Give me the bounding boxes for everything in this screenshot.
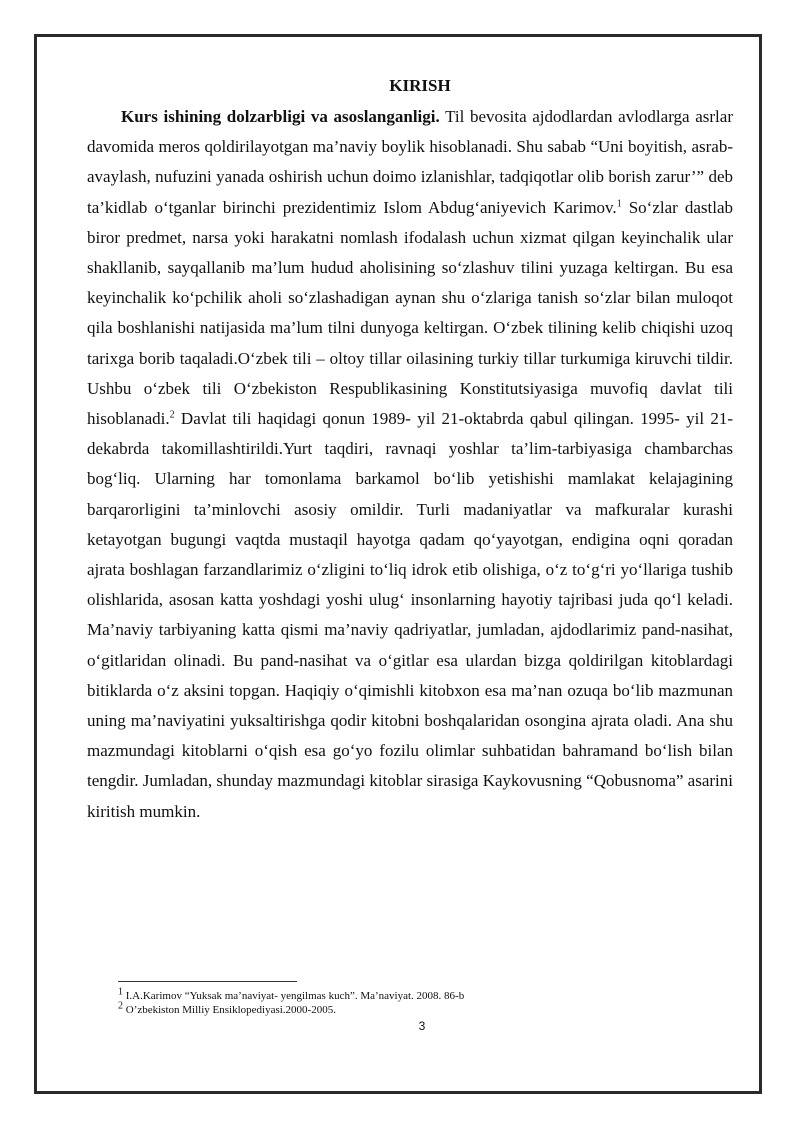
footnote-text-2: O’zbekiston Milliy Ensiklopediyasi.2000-2005. [123, 1004, 336, 1016]
footnote-text-1: I.A.Karimov “Yuksak ma’naviyat- yengilmas kuch”. Ma’naviyat. 2008. 86-b [123, 990, 465, 1002]
footnote-2 [118, 1000, 718, 1017]
footnote-mark-2: 2 [118, 1000, 123, 1012]
footnote-1 [118, 986, 718, 1003]
page-number: 3 [418, 1019, 426, 1033]
section-heading: KIRISH [389, 76, 451, 95]
body-text-1: Til bevosita ajdodlardan avlodlarga asrlar davomida meros qoldirilayotgan ma’naviy boylik hisoblanadi. Shu sabab “Uni boyitish, asrab-avaylash, nufuzini yanada oshirish uchun doimo izlanishlar, tadqiqotlar olib borish zarur’” deb ta’kidlab o‘tganlar birinchi prezidentimiz Islom Abdug‘aniyevich Karimov. [87, 107, 733, 217]
footnote-ref-1[interactable]: 1 [616, 197, 622, 209]
body-text-2: So‘zlar dastlab biror predmet, narsa yoki harakatni nomlash ifodalash uchun xizmat qilgan keyinchalik ular shakllanib, sayqallanib ma’lum hudud aholisining so‘zlashuv tilini yuzaga keltirgan. Bu esa keyinchalik ko‘pchilik aholi so‘zlashadigan aynan shu o‘zlariga tanish so‘zlar bilan muloqot qila boshlanishi natijasida ma’lum tilni dunyoga keltirgan. O‘zbek tilining kelib chiqishi uzoq tarixga borib taqaladi.O‘zbek tili – oltoy tillar oilasining turkiy tillar turkumiga kiruvchi tildir. Ushbu o‘zbek tili O‘zbekiston Respublikasining Konstitutsiyasiga muvofiq davlat tili hisoblanadi. [87, 197, 733, 429]
page-body [87, 75, 733, 827]
footnotes [118, 986, 718, 1017]
body-text-3: Davlat tili haqidagi qonun 1989- yil 21-oktabrda qabul qilingan. 1995- yil 21- dekabrda takomillashtirildi.Yurt taqdiri, ravnaqi yoshlar ta’lim-tarbiyasiga chambarchas bog‘liq. Ularning har tomonlama barkamol bo‘lib yetishishi mamlakat kelajagining barqarorligini ta’minlovchi asosiy omildir. Turli madaniyatlar va mafkuralar kurashi ketayotgan bugungi vaqtda mustaqil hayotga qadam qo‘yayotgan, endigina oqni qoradan ajrata boshlagan farzandlarimiz o‘zligini to‘liq idrok etib olishiga, o‘z to‘g‘ri yo‘llariga tushib olishlarida, asosan katta yoshdagi yoshi ulug‘ insonlarning hayotiy tajribasi juda qo‘l keladi. Ma’naviy tarbiyaning katta qismi ma’naviy qadriyatlar, jumladan, ajdodlarimiz pand-nasihat, o‘gitlaridan olinadi. Bu pand-nasihat va o‘gitlar esa ulardan bizga qoldirilgan kitoblardagi bitiklarda o‘z aksini topgan. Haqiqiy o‘qimishli kitobxon esa ma’nan ozuqa bo‘lib mazmunan uning ma’naviyatini yuksaltirishga qodir kitobni boshqalaridan osongina ajrata oladi. Ana shu mazmundagi kitoblarni o‘qish esa go‘yo fozilu olimlar suhbatidan bahramand bo‘lish bilan tengdir. Jumladan, shunday mazmundagi kitoblar sirasiga Kaykovusning “Qobusnoma” asarini kiritish mumkin. [87, 409, 733, 821]
lead-phrase: Kurs ishining dolzarbligi va asoslanganligi. [121, 107, 440, 126]
footnote-mark-1: 1 [118, 986, 123, 998]
footnote-separator [118, 981, 297, 982]
body-paragraph [87, 102, 733, 827]
footnote-ref-2[interactable]: 2 [169, 409, 175, 421]
